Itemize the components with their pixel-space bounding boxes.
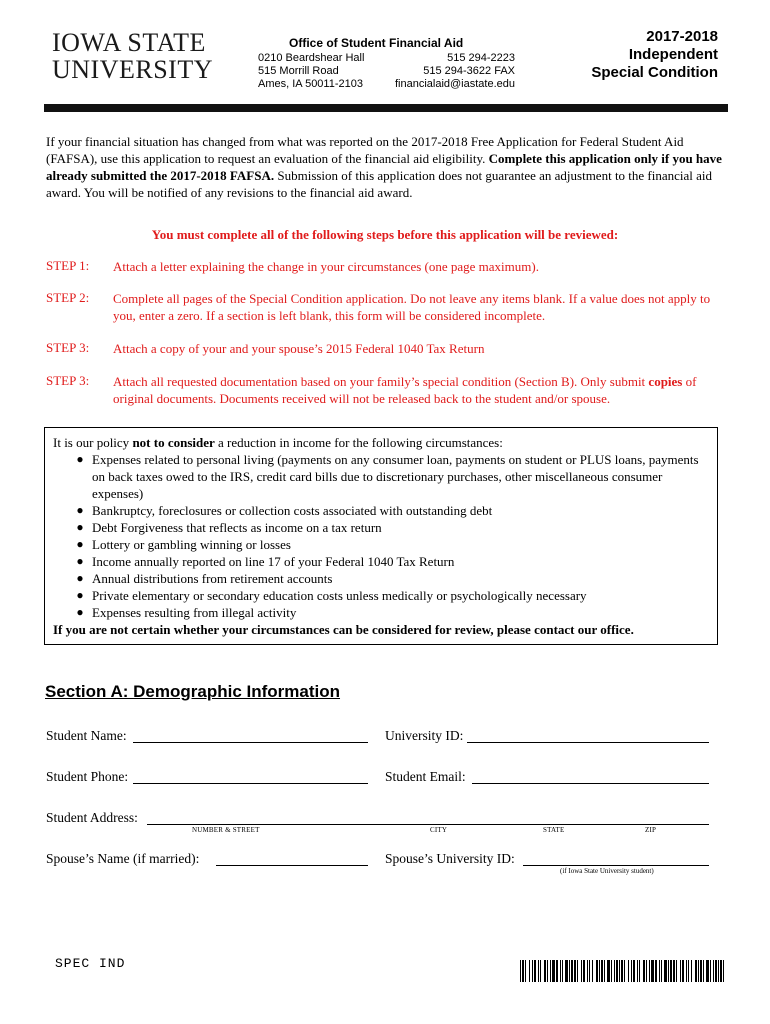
barcode-bar [720, 960, 722, 982]
barcode-bar [698, 960, 699, 982]
barcode-bar [556, 960, 558, 982]
barcode-bar [695, 960, 697, 982]
bullet-icon: ● [76, 452, 84, 466]
policy-intro [53, 434, 503, 451]
form-title [591, 28, 718, 82]
barcode-bar [715, 960, 717, 982]
barcode-bar [664, 960, 667, 982]
barcode-bar [691, 960, 692, 982]
step-3-label: STEP 3: [46, 340, 90, 355]
steps-heading: You must complete all of the following steps before this application will be reviewed: [151, 227, 619, 242]
step-3-text: Attach a copy of your and your spouse’s 2015 Federal 1040 Tax Return [113, 341, 485, 356]
barcode-bar [604, 960, 605, 982]
step-4-text-after: of original documents. Documents received will not be released back to the student and/or spouse. [113, 374, 697, 406]
barcode-bar [670, 960, 672, 982]
step-2-label: STEP 2: [46, 290, 90, 305]
student-email-field[interactable] [472, 783, 709, 784]
policy-item-text: Annual distributions from retirement accounts [92, 571, 333, 586]
barcode-bar [547, 960, 548, 982]
barcode-bar [571, 960, 573, 982]
barcode-bar [599, 960, 600, 982]
barcode-bar [710, 960, 711, 982]
barcode-bar [673, 960, 675, 982]
barcode-icon [520, 960, 724, 982]
address-line-3: Ames, IA 50011-2103 [258, 78, 363, 90]
section-a-title: Section A: Demographic Information [45, 682, 341, 701]
barcode-bar [589, 960, 590, 982]
barcode-bar [682, 960, 684, 982]
barcode-bar [668, 960, 669, 982]
barcode-bar [577, 960, 578, 982]
student-phone-label: Student Phone: [46, 769, 129, 784]
barcode-bar [601, 960, 603, 982]
barcode-bar [581, 960, 582, 982]
address-line-2: 515 Morrill Road [258, 65, 339, 77]
policy-item [68, 587, 708, 604]
student-phone-field[interactable] [133, 783, 368, 784]
student-address-field[interactable] [147, 824, 709, 825]
bullet-icon: ● [76, 520, 84, 534]
barcode-bar [534, 960, 536, 982]
step-2-text: Complete all pages of the Special Condition application. Do not leave any items blank. If a value does not apply to you, enter a zero. If a section is left blank, this form will be considered incomplete. [113, 291, 711, 323]
step-4-text [113, 373, 728, 407]
barcode-bar [651, 960, 654, 982]
policy-item-text: Income annually reported on line 17 of your Federal 1040 Tax Return [92, 554, 455, 569]
university-id-label: University ID: [385, 728, 464, 743]
barcode-bar [723, 960, 724, 982]
barcode-bar [552, 960, 555, 982]
policy-item [68, 553, 708, 570]
policy-item [68, 570, 708, 587]
barcode-bar [565, 960, 568, 982]
university-logo [52, 30, 213, 82]
barcode-bar [520, 960, 521, 982]
student-email-label: Student Email: [385, 769, 466, 784]
barcode-bar [649, 960, 650, 982]
barcode-bar [703, 960, 704, 982]
barcode-bar [655, 960, 657, 982]
barcode-bar [560, 960, 561, 982]
intro-text-2: Submission of this application does not guarantee an adjustment to the financial aid award. You will be notified of any revisions to the financial aid award. [46, 168, 713, 200]
barcode-bar [680, 960, 681, 982]
barcode-bar [529, 960, 530, 982]
barcode-bar [607, 960, 610, 982]
spouse-id-field[interactable] [523, 865, 709, 866]
form-year: 2017-2018 [646, 28, 718, 45]
policy-item-text: Lottery or gambling winning or losses [92, 537, 291, 552]
office-fax: 515 294-3622 FAX [423, 65, 515, 77]
spouse-name-label: Spouse’s Name (if married): [46, 851, 200, 866]
barcode-bar [619, 960, 620, 982]
student-name-field[interactable] [133, 742, 368, 743]
barcode-bar [583, 960, 585, 982]
intro-text-1: If your financial situation has changed from what was reported on the 2017-2018 Free Application for Federal Student Aid (FAFSA), use this application to request an evaluation of the financial aid eligibility. [46, 134, 684, 166]
bullet-icon: ● [76, 554, 84, 568]
barcode-bar [688, 960, 689, 982]
spouse-name-field[interactable] [216, 865, 368, 866]
intro-paragraph [46, 133, 722, 201]
office-email: financialaid@iastate.edu [394, 78, 515, 90]
step-4-text-bold: copies [648, 374, 683, 389]
address-line-1: 0210 Beardshear Hall [258, 52, 365, 64]
bullet-icon: ● [76, 537, 84, 551]
barcode-bar [596, 960, 598, 982]
office-address [258, 52, 364, 91]
student-name-label: Student Name: [46, 728, 127, 743]
footer-code: SPEC IND [55, 956, 126, 971]
barcode-bar [587, 960, 588, 982]
policy-item-text: Expenses resulting from illegal activity [92, 605, 297, 620]
barcode-bar [718, 960, 719, 982]
policy-list [68, 451, 708, 621]
barcode-bar [532, 960, 533, 982]
barcode-bar [624, 960, 625, 982]
barcode-bar [616, 960, 618, 982]
form-name: Special Condition [591, 64, 718, 81]
barcode-bar [628, 960, 629, 982]
policy-item [68, 519, 708, 536]
barcode-bar [525, 960, 526, 982]
barcode-bar [686, 960, 687, 982]
policy-item-text: Bankruptcy, foreclosures or collection costs associated with outstanding debt [92, 503, 493, 518]
addr-number-street-caption: NUMBER & STREET [192, 826, 260, 834]
spouse-id-note: (if Iowa State University student) [560, 867, 654, 875]
bullet-icon: ● [76, 571, 84, 585]
barcode-bar [661, 960, 662, 982]
policy-item-text: Debt Forgiveness that reflects as income on a tax return [92, 520, 382, 535]
policy-intro-text-after: a reduction in income for the following circumstances: [214, 435, 503, 450]
step-1-label: STEP 1: [46, 258, 90, 273]
step-1-text: Attach a letter explaining the change in your circumstances (one page maximum). [113, 259, 539, 274]
step-4-text-before: Attach all requested documentation based on your family’s special condition (Section B). Only submit [113, 374, 649, 389]
office-contact [395, 52, 515, 91]
barcode-bar [621, 960, 623, 982]
barcode-bar [646, 960, 647, 982]
logo-line-1: IOWA STATE [52, 28, 206, 57]
logo-line-2: UNIVERSITY [52, 55, 213, 84]
student-address-label: Student Address: [46, 810, 138, 825]
barcode-bar [639, 960, 640, 982]
barcode-bar [592, 960, 593, 982]
barcode-bar [544, 960, 546, 982]
header-rule [44, 104, 728, 112]
addr-state-caption: STATE [543, 826, 565, 834]
policy-closing: If you are not certain whether your circumstances can be considered for review, please contact our office. [53, 622, 634, 637]
barcode-bar [522, 960, 524, 982]
barcode-bar [633, 960, 635, 982]
policy-intro-bold: not to consider [132, 435, 215, 450]
policy-item-text: Expenses related to personal living (payments on any consumer loan, payments on student or PLUS loans, payments on back taxes owed to the IRS, credit card bills due to discretionary purchases, other miscellaneous consumer expenses) [92, 452, 699, 501]
barcode-bar [574, 960, 576, 982]
addr-city-caption: CITY [430, 826, 448, 834]
barcode-bar [550, 960, 551, 982]
policy-item-text: Private elementary or secondary education costs unless medically or psychologically necessary [92, 588, 587, 603]
policy-item [68, 502, 708, 519]
policy-item [68, 604, 708, 621]
office-phone: 515 294-2223 [447, 52, 515, 64]
barcode-bar [676, 960, 677, 982]
addr-zip-caption: ZIP [645, 826, 657, 834]
barcode-bar [643, 960, 645, 982]
barcode-bar [700, 960, 702, 982]
office-name: Office of Student Financial Aid [289, 36, 464, 50]
policy-intro-text: It is our policy [53, 435, 133, 450]
barcode-bar [611, 960, 612, 982]
policy-box [44, 427, 718, 645]
barcode-bar [614, 960, 615, 982]
barcode-bar [713, 960, 714, 982]
barcode-bar [631, 960, 632, 982]
spouse-id-label: Spouse’s University ID: [385, 851, 515, 866]
form-type: Independent [628, 46, 718, 63]
policy-item [68, 536, 708, 553]
barcode-bar [540, 960, 541, 982]
bullet-icon: ● [76, 588, 84, 602]
barcode-bar [538, 960, 539, 982]
barcode-bar [637, 960, 638, 982]
university-id-field[interactable] [467, 742, 709, 743]
barcode-bar [659, 960, 660, 982]
bullet-icon: ● [76, 605, 84, 619]
step-4-label: STEP 3: [46, 373, 90, 388]
bullet-icon: ● [76, 503, 84, 517]
barcode-bar [706, 960, 709, 982]
intro-bold: Complete this application only if you have already submitted the 2017-2018 FAFSA. [46, 151, 722, 183]
policy-item [68, 451, 708, 502]
barcode-bar [569, 960, 570, 982]
barcode-bar [562, 960, 563, 982]
